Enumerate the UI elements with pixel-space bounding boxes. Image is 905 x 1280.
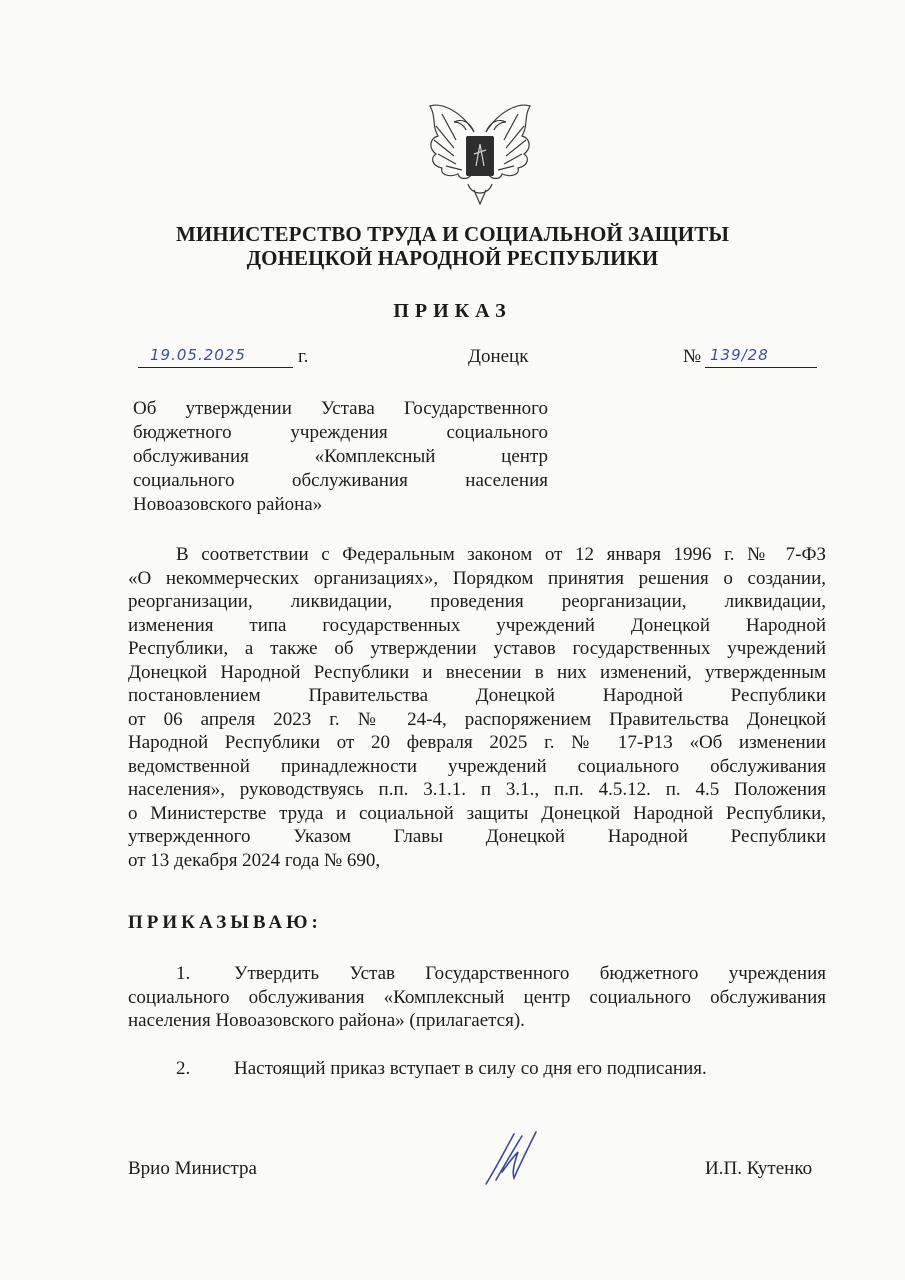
- preamble-line: населения», руководствуясь п.п. 3.1.1. п 3.1., п.п. 4.5.12. п. 4.5 Положения: [128, 779, 826, 800]
- preamble-line: В соответствии с Федеральным законом от 12 января 1996 г. № 7-ФЗ: [176, 544, 826, 565]
- preamble-line: утвержденного Указом Главы Донецкой Народной Республики: [128, 826, 826, 847]
- item-text: Утвердить Устав Государственного бюджетного учреждения: [234, 963, 826, 984]
- preamble-line: ведомственной принадлежности учреждений социального обслуживания: [128, 755, 826, 777]
- order-item-line: социального обслуживания «Комплексный центр социального обслуживания: [128, 986, 826, 1008]
- subject-line: бюджетного учреждения социального: [133, 422, 548, 443]
- preamble-line: «О некоммерческих организациях», Порядком принятия решения о создании,: [128, 567, 826, 589]
- subject-line: обслуживания «Комплексный центр: [133, 446, 548, 467]
- signatory-name: И.П. Кутенко: [705, 1158, 813, 1179]
- order-item-2: [176, 1058, 707, 1080]
- preamble-line: Народной Республики от 20 февраля 2025 г. № 17-Р13 «Об изменении: [128, 732, 826, 753]
- preamble-line: Республики, а также об утверждении уставов государственных учреждений: [128, 638, 826, 659]
- handwritten-signature-icon: [478, 1128, 548, 1188]
- ministry-title-line-1: МИНИСТЕРСТВО ТРУДА И СОЦИАЛЬНОЙ ЗАЩИТЫ: [175, 222, 730, 246]
- date-suffix: г.: [298, 346, 309, 367]
- preamble-line: о Министерстве труда и социальной защиты Донецкой Народной Республики,: [128, 802, 826, 824]
- subject-line: социального обслуживания населения: [133, 470, 548, 491]
- date-field: [138, 345, 293, 368]
- item-text: Настоящий приказ вступает в силу со дня его подписания.: [234, 1058, 707, 1079]
- city-name: Донецк: [468, 346, 529, 367]
- preamble-line: от 13 декабря 2024 года № 690,: [128, 849, 381, 871]
- coat-of-arms-emblem-icon: [412, 92, 548, 210]
- preamble-line: Донецкой Народной Республики и внесении в них изменений, утвержденным: [128, 661, 826, 683]
- handwritten-order-number: 139/28: [710, 346, 769, 364]
- preamble-paragraph: [128, 543, 826, 872]
- ministry-title-line-2: ДОНЕЦКОЙ НАРОДНОЙ РЕСПУБЛИКИ: [246, 246, 659, 270]
- order-item-1: [128, 962, 826, 1033]
- preamble-line: реорганизации, ликвидации, проведения реорганизации, ликвидации,: [128, 591, 826, 612]
- order-number-field: [705, 345, 817, 368]
- preamble-line: от 06 апреля 2023 г. № 24-4, распоряжением Правительства Донецкой: [128, 708, 826, 730]
- order-item-line: [128, 962, 826, 986]
- order-subject: [133, 397, 548, 517]
- preamble-line: постановлением Правительства Донецкой Народной Республики: [128, 685, 826, 706]
- order-item-line: населения Новоазовского района» (прилагается).: [128, 1010, 525, 1031]
- subject-line: Новоазовского района»: [133, 494, 323, 515]
- document-type-heading: ПРИКАЗ: [393, 300, 512, 322]
- subject-line: Об утверждении Устава Государственного: [133, 398, 548, 419]
- decree-heading: ПРИКАЗЫВАЮ:: [128, 912, 322, 933]
- item-number: 1.: [176, 963, 191, 984]
- item-number: 2.: [176, 1058, 191, 1079]
- ministry-title: [0, 222, 905, 270]
- number-sign: №: [683, 346, 702, 367]
- signatory-role: Врио Министра: [128, 1158, 257, 1179]
- handwritten-date: 19.05.2025: [150, 346, 246, 364]
- preamble-line: изменения типа государственных учреждений Донецкой Народной: [128, 614, 826, 636]
